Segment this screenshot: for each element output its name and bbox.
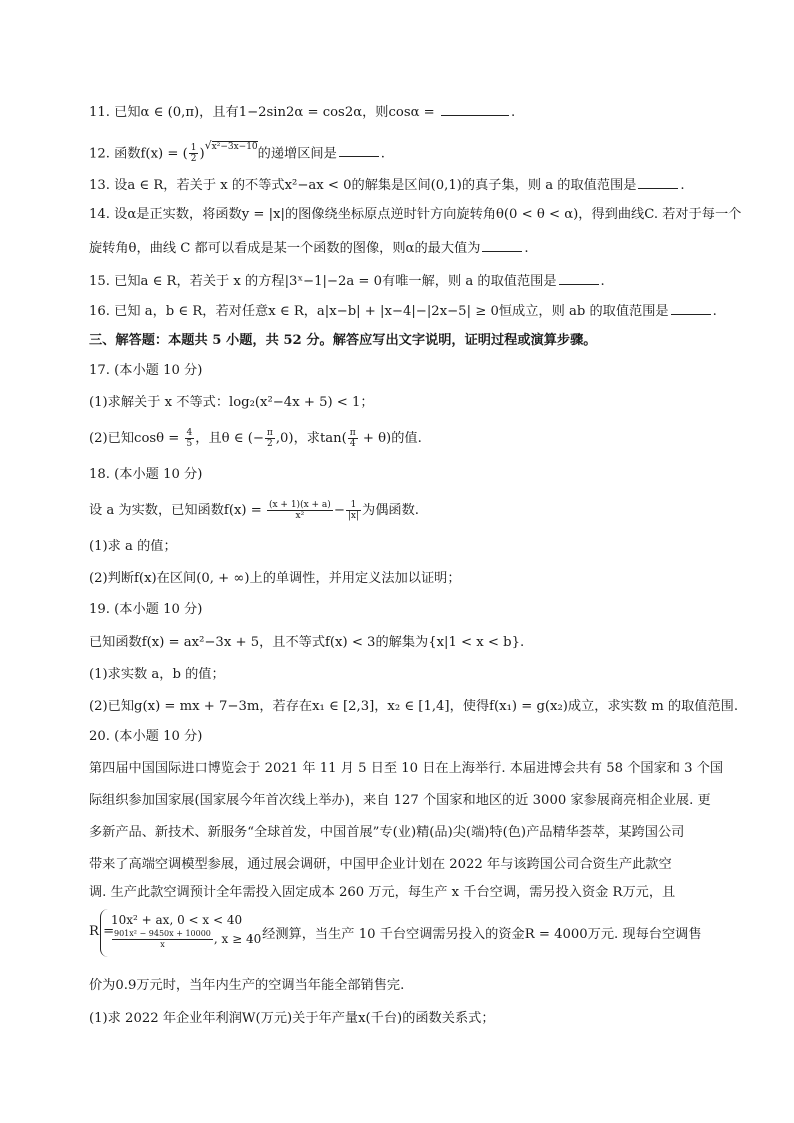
fraction: $\frac{\text{901x² − 9450x + 10000}}{x}$: [114, 929, 211, 949]
fraction: $\frac{\pi}{4}$: [349, 428, 356, 449]
question-19-part2: (2)已知g(x) = mx + 7−3m，若存在x₁ ∈ [2,3]，x₂ ∈ [1,4]，使得f(x₁) = g(x₂)成立，求实数 m 的取值范围.: [89, 699, 739, 714]
question-11-text: 11. 已知α ∈ (0,π)，且有1−2sin2α = cos2α，则cosα =: [89, 105, 439, 120]
question-20-heading: 20. (本小题 10 分): [89, 729, 203, 744]
question-18-stem: 设 a 为实数，已知函数f(x) = $\frac{(x + 1)(x + a)}{\text{x²}}$ − $\frac{1}{|x|}$ 为偶函数.: [89, 500, 419, 521]
piecewise-case-2: $\frac{\text{901x² − 9450x + 10000}}{x}$ , x ≥ 40: [114, 929, 262, 949]
sqrt-exponent: x²−3x−10: [211, 142, 258, 152]
answer-blank: [671, 302, 711, 315]
fraction: $\frac{\pi}{2}$: [266, 428, 273, 449]
question-20-paragraph-line5: 调. 生产此款空调预计全年需投入固定成本 260 万元，每生产 x 千台空调，需另投入资金 R万元，且: [89, 885, 676, 900]
question-12: 12. 函数f(x) = ( $\frac{1}{2}$ )$^{√x^2-3x-10}$的递增区间是 .: [89, 139, 385, 165]
question-13: 13. 设a ∈ R，若关于 x 的不等式x²−ax < 0的解集是区间(0,1)的真子集，则 a 的取值范围是 .: [89, 178, 685, 193]
section-3-heading: 三、解答题：本题共 5 小题，共 52 分。解答应写出文字说明，证明过程或演算步骤。: [89, 333, 597, 348]
fraction: $\frac{(x + 1)(x + a)}{\text{x²}}$: [268, 500, 331, 521]
fraction: $\frac{1}{|x|}$: [347, 500, 360, 521]
question-20-paragraph-line6: 价为0.9万元时，当年内生产的空调当年能全部销售完.: [89, 978, 405, 993]
question-11: 11. 已知α ∈ (0,π)，且有1−2sin2α = cos2α，则cosα = .: [89, 105, 516, 120]
question-18-heading: 18. (本小题 10 分): [89, 467, 203, 482]
question-15: 15. 已知a ∈ R，若关于 x 的方程|3ˣ−1|−2a = 0有唯一解，则 a 的取值范围是 .: [89, 274, 605, 289]
answer-blank: [339, 144, 379, 157]
answer-blank: [441, 103, 509, 116]
fraction: $\frac{4}{5}$: [186, 428, 193, 449]
question-17-part1: (1)求解关于 x 不等式：log₂(x²−4x + 5) < 1；: [89, 395, 374, 410]
question-20-paragraph-line2: 际组织参加国家展(国家展今年首次线上举办)，来自 127 个国家和地区的近 3000 家参展商亮相企业展. 更: [89, 793, 711, 808]
question-17-heading: 17. (本小题 10 分): [89, 363, 203, 378]
piecewise-case-1: 10x² + ax, 0 < x < 40: [111, 913, 243, 927]
question-20-paragraph-line1: 第四届中国国际进口博览会于 2021 年 11 月 5 日至 10 日在上海举行. 本届进博会共有 58 个国家和 3 个国: [89, 761, 724, 776]
answer-blank: [559, 272, 599, 285]
question-19-part1: (1)求实数 a，b 的值；: [89, 667, 225, 682]
question-20-paragraph-line3: 多新产品、新技术、新服务“全球首发，中国首展”专(业)精(品)尖(端)特(色)产品精华荟萃，某跨国公司: [89, 825, 685, 840]
question-18-part2: (2)判断f(x)在区间(0, + ∞)上的单调性，并用定义法加以证明；: [89, 571, 461, 586]
question-19-stem: 已知函数f(x) = ax²−3x + 5，且不等式f(x) < 3的解集为{x|1 < x < b}.: [89, 635, 525, 650]
question-17-part2: (2)已知cosθ = $\frac{4}{5}$ ，且θ ∈ (− $\frac{\pi}{2}$ ,0)，求tan( $\frac{\pi}{4}$ + θ)的值.: [89, 428, 422, 449]
question-20-part1: (1)求 2022 年企业年利润W(万元)关于年产量x(千台)的函数关系式；: [89, 1011, 495, 1026]
question-19-heading: 19. (本小题 10 分): [89, 602, 203, 617]
piecewise-function: R = 10x² + ax, 0 < x < 40 $\frac{\text{901x² − 9450x + 10000}}{x}$ , x ≥ 40 ，经测算，当生产 10 千台空调需另投入的资金R = 4000万元. 现每台空调售: [89, 905, 749, 961]
fraction: $\frac{1}{2}$: [190, 143, 197, 165]
question-16: 16. 已知 a，b ∈ R，若对任意x ∈ R，a|x−b| + |x−4|−|2x−5| ≥ 0恒成立，则 ab 的取值范围是 .: [89, 304, 717, 319]
answer-blank: [482, 239, 522, 252]
question-14-line2: 旋转角θ，曲线 C 都可以看成是某一个函数的图像，则α的最大值为 .: [89, 241, 529, 256]
question-20-paragraph-line4: 带来了高端空调模型参展，通过展会调研，中国甲企业计划在 2022 年与该跨国公司合资生产此款空: [89, 857, 672, 872]
answer-blank: [638, 176, 678, 189]
left-brace: [100, 909, 109, 957]
question-18-part1: (1)求 a 的值；: [89, 539, 177, 554]
question-14-line1: 14. 设α是正实数，将函数y = |x|的图像绕坐标原点逆时针方向旋转角θ(0 < θ < α)，得到曲线C. 若对于每一个: [89, 207, 742, 222]
